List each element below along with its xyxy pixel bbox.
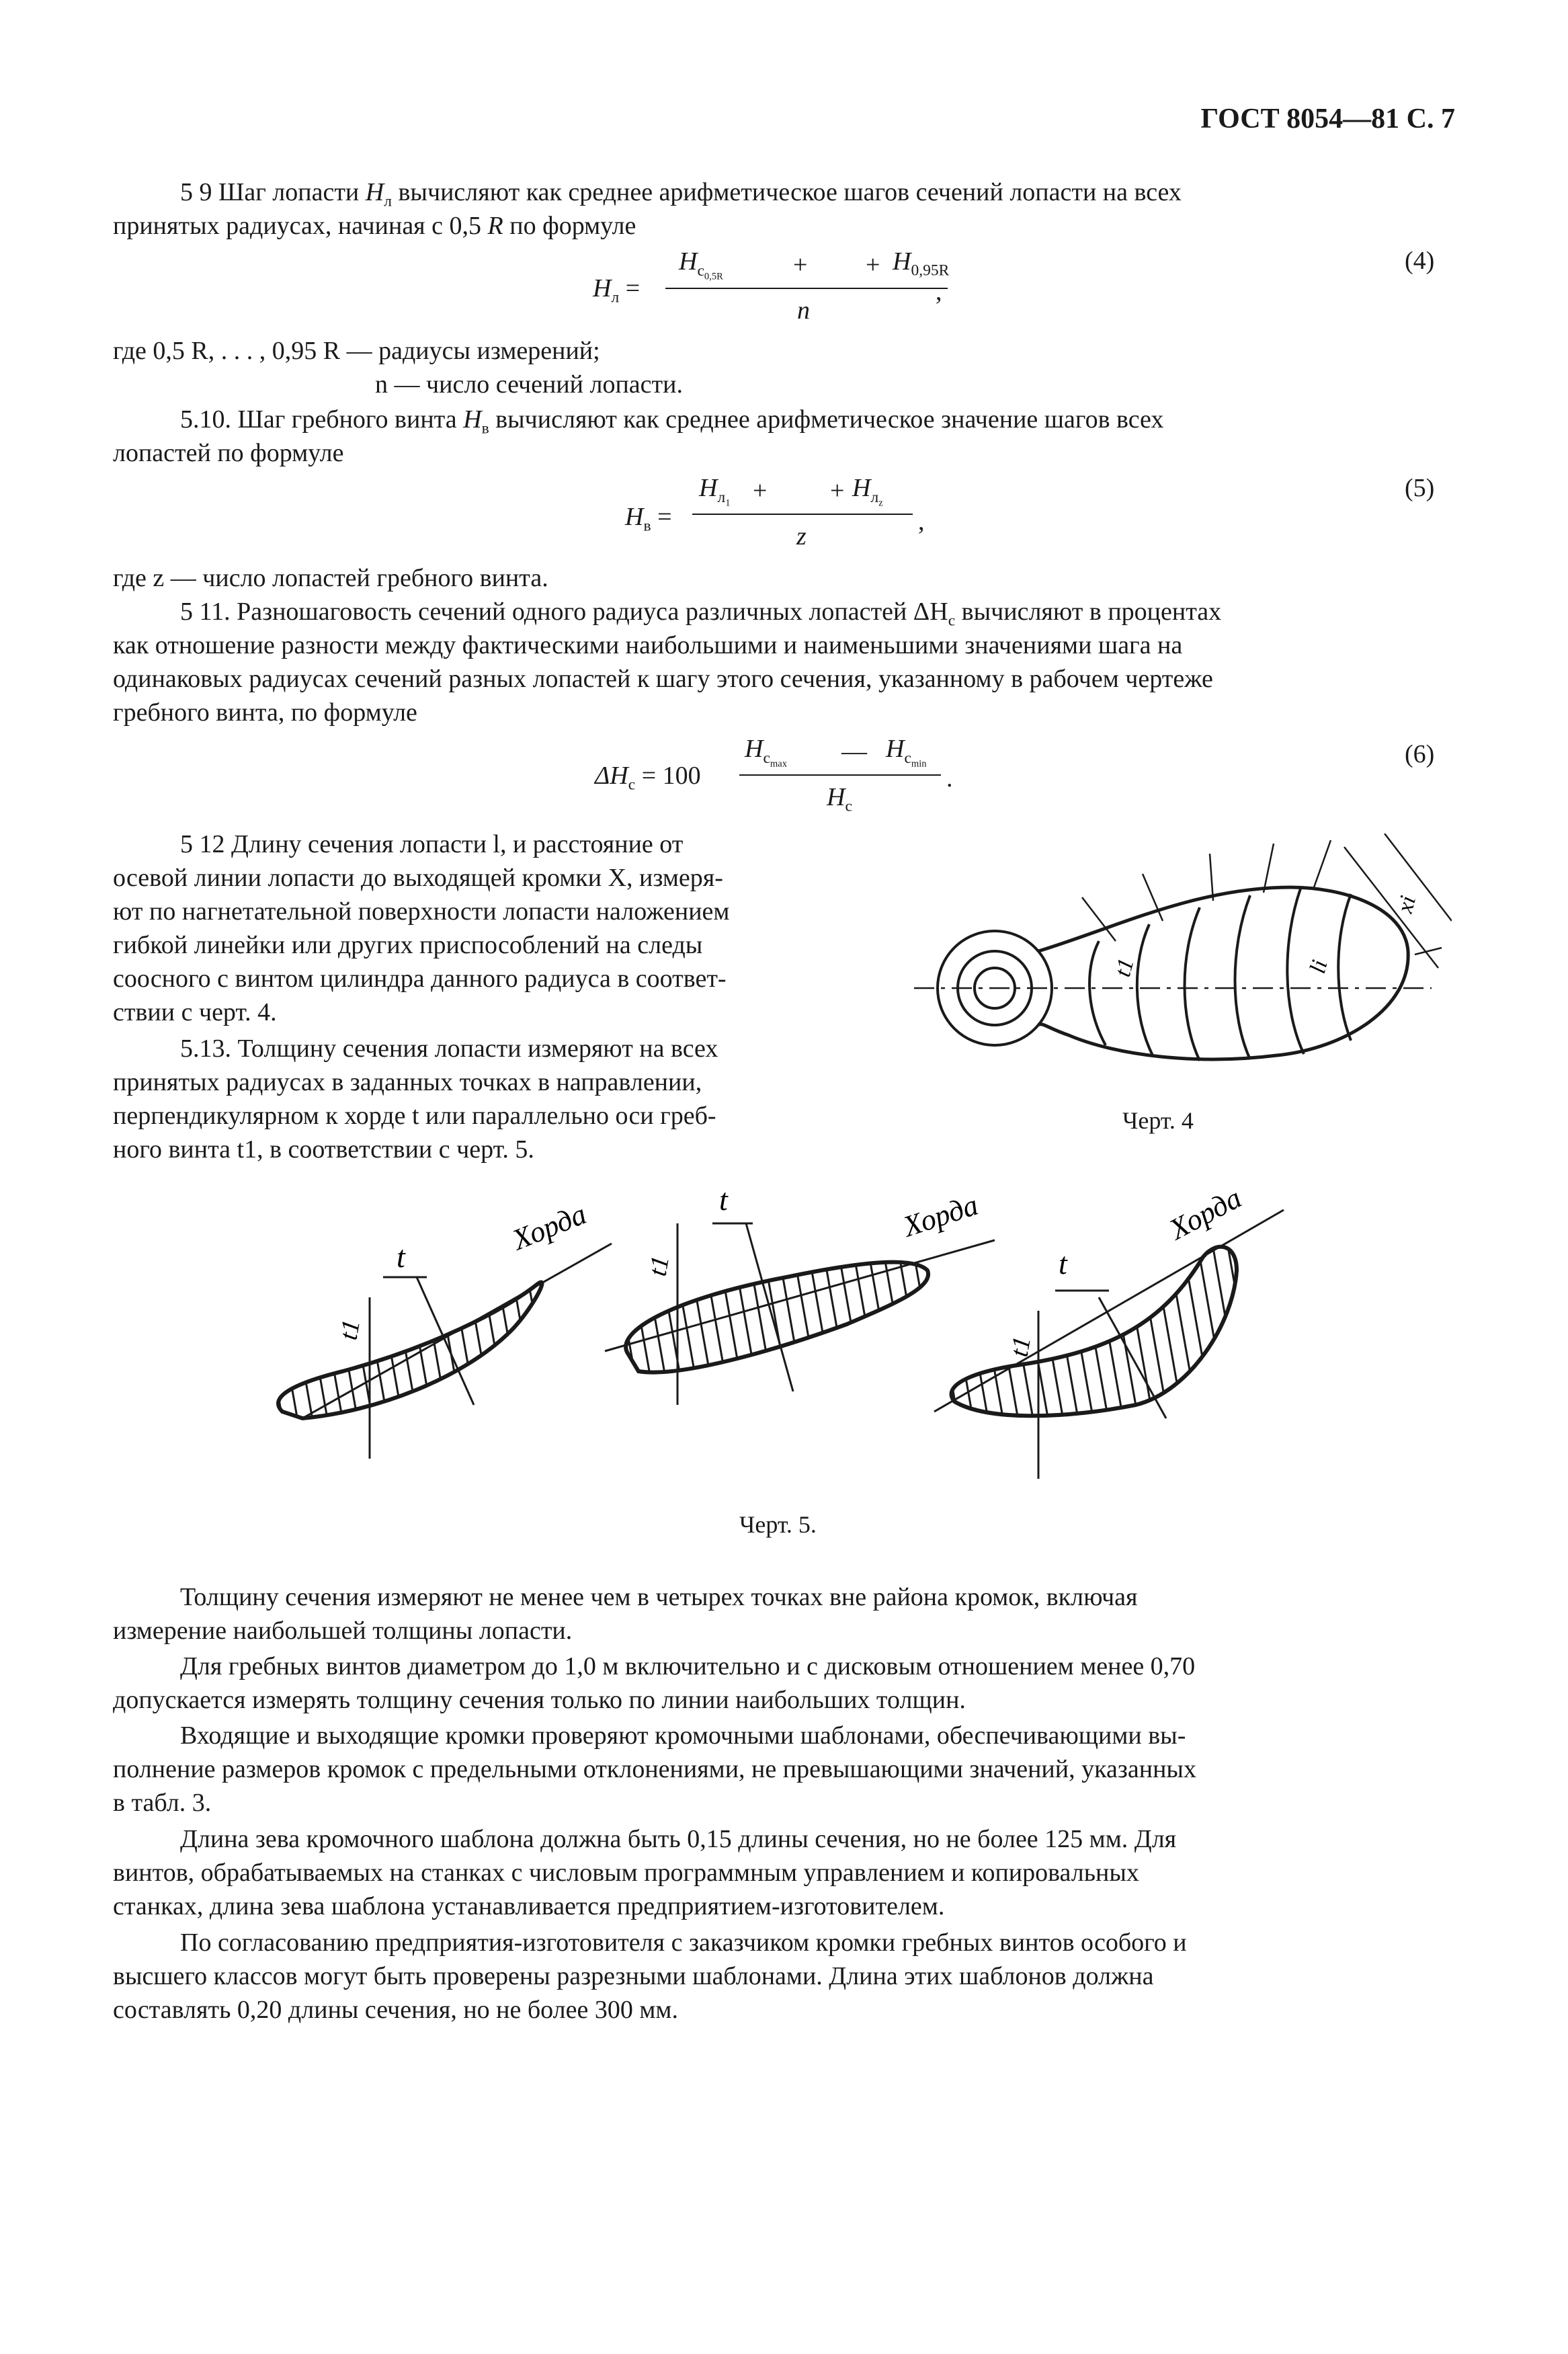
num-sub: л bbox=[717, 488, 726, 506]
section-2-label-t1: t1 bbox=[643, 1254, 675, 1279]
figure-4-blade-diagram bbox=[914, 834, 1452, 1109]
den-symbol: H bbox=[827, 783, 845, 811]
dimension-line bbox=[1264, 844, 1274, 893]
num-symbol: H bbox=[893, 247, 911, 276]
paragraph-5-10-line2: лопастей по формуле bbox=[113, 439, 344, 467]
num-sub: л bbox=[870, 488, 879, 506]
body-para-3-line2: полнение размеров кромок с предельными отклонениями, не превышающими значений, указанных bbox=[113, 1755, 1196, 1783]
page-header: ГОСТ 8054—81 С. 7 bbox=[1200, 104, 1455, 134]
num-subsub: max bbox=[770, 758, 788, 770]
formula-6-num-right bbox=[886, 733, 927, 770]
paragraph-5-10-line1 bbox=[113, 403, 1454, 439]
lhs-symbol: H bbox=[625, 503, 644, 531]
formula-4-num-left bbox=[679, 245, 723, 283]
lhs-sub: л bbox=[611, 288, 620, 307]
formula-5-number: (5) bbox=[1405, 474, 1435, 502]
formula-5-lhs: $H_в$ = bbox=[625, 503, 672, 535]
formula-5-plus2: + bbox=[830, 477, 845, 505]
p512-line: ствии с черт. 4. bbox=[113, 998, 277, 1026]
section-2-label-chord: Хорда bbox=[899, 1188, 983, 1244]
symbol-h: H bbox=[365, 178, 384, 206]
text: Толщину сечения измеряют не менее чем в четырех точках вне района кромок, включая bbox=[180, 1583, 1138, 1611]
formula-6-dot: . bbox=[946, 764, 953, 793]
section-2-label-t: t bbox=[719, 1182, 728, 1217]
section-arc bbox=[1137, 924, 1153, 1055]
p512-line: ют по нагнетательной поверхности лопасти наложением bbox=[113, 897, 730, 926]
body-para-5-line2: высшего классов могут быть проверены разрезными шаблонами. Длина этих шаблонов должна bbox=[113, 1962, 1154, 1990]
formula-5-den: z bbox=[796, 522, 807, 551]
p512-line: соосного с винтом цилиндра данного радиуса в соответ- bbox=[113, 965, 727, 993]
label-li: li bbox=[1305, 957, 1333, 977]
body-para-3-line3: в табл. 3. bbox=[113, 1789, 212, 1817]
dimension-line bbox=[1344, 847, 1438, 968]
paragraph-5-11-line2: как отношение разности между фактическими наибольшими и наименьшими значениями шага на bbox=[113, 631, 1183, 659]
text: 5.10. Шаг гребного винта bbox=[180, 405, 457, 434]
num-subsub: min bbox=[911, 758, 927, 770]
num-sub: 0,95R bbox=[911, 261, 950, 280]
formula-5-plus1: + bbox=[753, 477, 768, 505]
dimension-line bbox=[1314, 840, 1331, 887]
section-arc bbox=[1287, 889, 1304, 1054]
lhs-symbol: ΔH bbox=[595, 762, 628, 790]
formula-5-fraction-bar bbox=[692, 514, 913, 515]
num-symbol: H bbox=[699, 474, 718, 502]
formula-4-plus1: + bbox=[793, 251, 808, 279]
text: вычисляют как среднее арифметическое шагов сечений лопасти на всех bbox=[398, 178, 1182, 206]
figure-5-section-diagrams bbox=[262, 1176, 1311, 1492]
formula-5-num-left bbox=[699, 472, 731, 510]
label-t1: t1 bbox=[1110, 955, 1139, 980]
symbol-h: H bbox=[463, 405, 482, 434]
num-subsub: z bbox=[878, 497, 883, 509]
num-symbol: H bbox=[852, 474, 871, 502]
paragraph-5-9-line2 bbox=[113, 210, 1454, 243]
text: по формуле bbox=[509, 212, 636, 240]
text: Входящие и выходящие кромки проверяют кромочными шаблонами, обеспечивающими вы- bbox=[180, 1721, 1186, 1750]
formula-6-minus: — bbox=[841, 737, 867, 766]
body-para-1-line2: измерение наибольшей толщины лопасти. bbox=[113, 1617, 573, 1645]
text: Для гребных винтов диаметром до 1,0 м включительно и с дисковым отношением менее 0,70 bbox=[180, 1652, 1196, 1680]
body-para-5-line3: составлять 0,20 длины сечения, но не более 300 мм. bbox=[113, 1996, 678, 2024]
lhs-symbol: H bbox=[593, 274, 612, 302]
lhs-sub: в bbox=[643, 517, 651, 535]
paragraph-5-11-line1 bbox=[113, 596, 1454, 631]
text: вычисляют в процентах bbox=[961, 598, 1222, 626]
formula-6-fraction-bar bbox=[739, 774, 941, 776]
where-2: где z — число лопастей гребного винта. bbox=[113, 564, 548, 592]
section-arc bbox=[1338, 894, 1351, 1041]
body-para-2-line2: допускается измерять толщину сечения только по линии наибольших толщин. bbox=[113, 1686, 966, 1714]
p512-line: 5 12 Длину сечения лопасти l, и расстояние от bbox=[180, 830, 684, 858]
p513-line: ного винта t1, в соответствии с черт. 5. bbox=[113, 1135, 534, 1164]
num-symbol: H bbox=[886, 735, 905, 763]
section-3-label-t1: t1 bbox=[1005, 1334, 1036, 1359]
formula-4-den: n bbox=[797, 296, 810, 325]
formula-6-number: (6) bbox=[1405, 740, 1435, 768]
formula-5-num-right bbox=[852, 472, 883, 510]
num-symbol: H bbox=[745, 735, 764, 763]
p513-line: 5.13. Толщину сечения лопасти измеряют на всех bbox=[180, 1034, 718, 1063]
text: По согласованию предприятия-изготовителя с заказчиком кромки гребных винтов особого и bbox=[180, 1929, 1187, 1957]
text: 5 9 Шаг лопасти bbox=[180, 178, 360, 206]
paragraph-5-9-line1 bbox=[113, 176, 1454, 212]
paragraph-5-11-line3: одинаковых радиусах сечений разных лопастей к шагу этого сечения, указанному в рабочем чертеже bbox=[113, 665, 1213, 693]
formula-4-plus2: + bbox=[866, 251, 880, 279]
formula-5-comma: , bbox=[918, 508, 925, 536]
dimension-line bbox=[1415, 948, 1442, 955]
section-3-label-t: t bbox=[1059, 1246, 1067, 1281]
section-1-label-t1: t1 bbox=[334, 1317, 366, 1342]
body-para-2-line1 bbox=[113, 1650, 1454, 1683]
section-3-profile bbox=[952, 1247, 1237, 1416]
where-1-line2: n — число сечений лопасти. bbox=[375, 370, 683, 399]
p513-line: принятых радиусах в заданных точках в направлении, bbox=[113, 1068, 702, 1096]
formula-6-num-left bbox=[745, 733, 787, 770]
den-sub: c bbox=[845, 797, 852, 815]
body-para-1-line1 bbox=[113, 1581, 1454, 1614]
num-symbol: H bbox=[679, 247, 698, 276]
formula-4-lhs: $H_л$ = bbox=[593, 274, 641, 307]
num-sub: c bbox=[904, 749, 911, 767]
body-para-4-line3: станках, длина зева шаблона устанавливается предприятием-изготовителем. bbox=[113, 1892, 945, 1920]
body-para-4-line2: винтов, обрабатываемых на станках с числовым программным управлением и копировальных bbox=[113, 1859, 1139, 1887]
text: вычисляют как среднее арифметическое значение шагов всех bbox=[495, 405, 1164, 434]
p512-line: осевой линии лопасти до выходящей кромки X, измеря- bbox=[113, 864, 723, 892]
lhs-sub: c bbox=[628, 776, 636, 794]
paragraph-5-11-line4: гребного винта, по формуле bbox=[113, 698, 417, 727]
body-para-3-line1 bbox=[113, 1719, 1454, 1752]
formula-4-comma: , bbox=[936, 278, 942, 306]
p512-line: гибкой линейки или других приспособлений на следы bbox=[113, 931, 703, 959]
figure-4-caption: Черт. 4 bbox=[1122, 1107, 1194, 1134]
p513-line: перпендикулярном к хорде t или параллельно оси греб- bbox=[113, 1102, 716, 1130]
text: 5 11. Разношаговость сечений одного радиуса различных лопастей ΔH bbox=[180, 598, 948, 626]
section-arc bbox=[1089, 941, 1106, 1045]
symbol-r: R bbox=[487, 212, 503, 240]
section-1-profile bbox=[278, 1282, 542, 1418]
formula-6-den bbox=[827, 781, 852, 817]
formula-4-fraction-bar bbox=[665, 288, 948, 289]
body-para-4-line1 bbox=[113, 1823, 1454, 1856]
symbol-sub: c bbox=[948, 612, 956, 630]
formula-6-lhs bbox=[595, 760, 701, 795]
section-3-label-chord: Хорда bbox=[1163, 1181, 1247, 1246]
symbol-sub: л bbox=[384, 192, 392, 210]
num-subsub: 0,5R bbox=[704, 271, 723, 282]
dimension-line bbox=[1210, 854, 1213, 901]
text: Длина зева кромочного шаблона должна быть 0,15 длины сечения, но не более 125 мм. Для bbox=[180, 1825, 1177, 1853]
section-arc bbox=[1235, 895, 1251, 1059]
label-xi: xi bbox=[1392, 893, 1421, 916]
section-1-label-chord: Хорда bbox=[507, 1197, 591, 1257]
figure-5-caption: Черт. 5. bbox=[739, 1511, 817, 1538]
equals-100: = 100 bbox=[641, 762, 701, 790]
section-1-label-t: t bbox=[397, 1240, 405, 1274]
where-1-line1: где 0,5 R, . . . , 0,95 R — радиусы измерений; bbox=[113, 337, 600, 365]
text: принятых радиусах, начиная с 0,5 bbox=[113, 212, 482, 240]
num-sub: c bbox=[763, 749, 770, 767]
num-subsub: 1 bbox=[725, 497, 731, 509]
formula-4-number: (4) bbox=[1405, 247, 1435, 275]
symbol-sub: в bbox=[481, 419, 489, 438]
section-arc bbox=[1185, 907, 1200, 1061]
body-para-5-line1 bbox=[113, 1926, 1454, 1959]
num-sub: c bbox=[697, 261, 704, 280]
